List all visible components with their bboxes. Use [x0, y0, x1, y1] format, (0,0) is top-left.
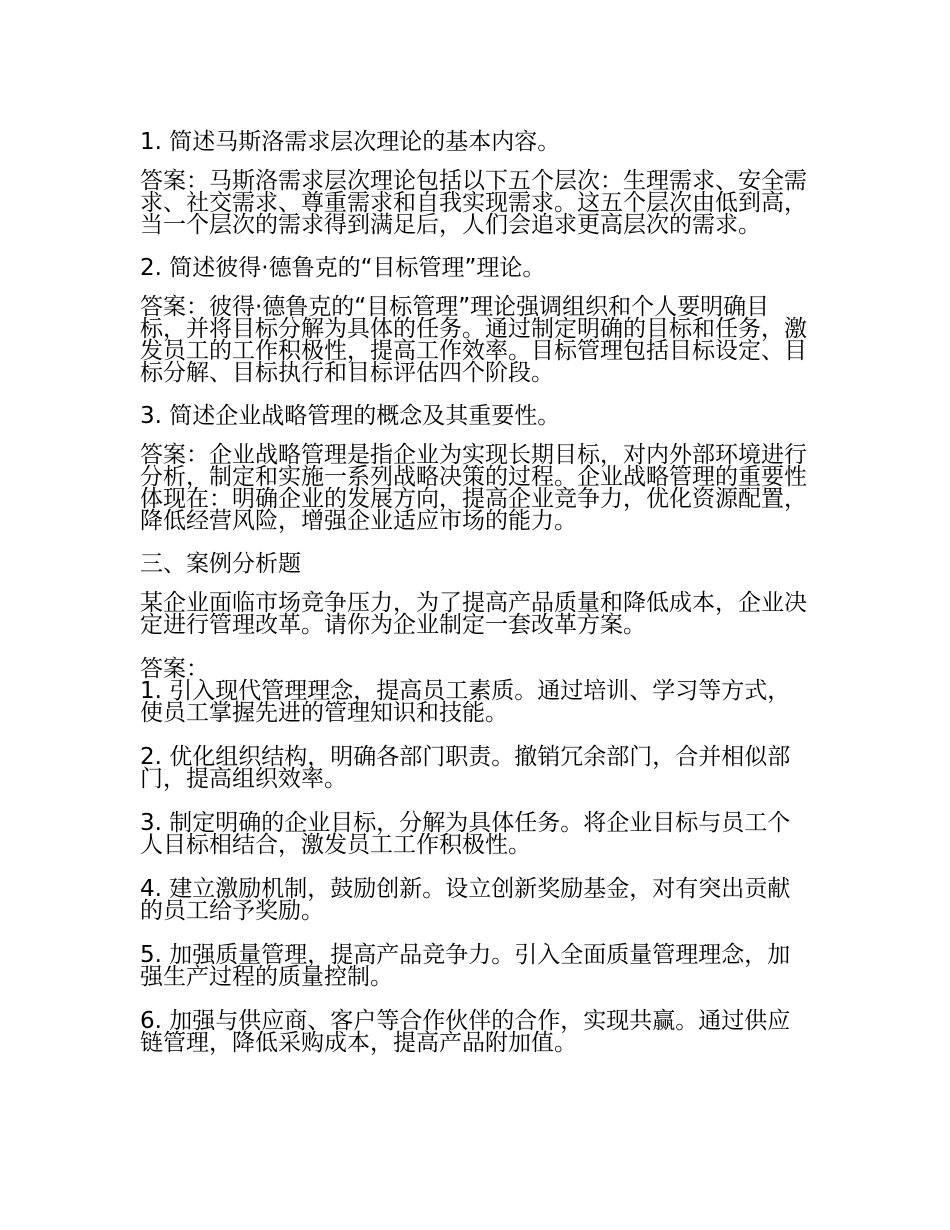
list-item: 1. 引入现代管理理念，提高员工素质。通过培训、学习等方式，使员工掌握先进的管理知识和技能。	[140, 678, 791, 726]
spacer	[140, 922, 812, 944]
question-3: 3. 简述企业战略管理的概念及其重要性。	[140, 403, 561, 429]
answer-2: 答案：彼得·德鲁克的“目标管理”理论强调组织和个人要明确目标，并将目标分解为具体的任务。通过制定明确的目标和任务，激发员工的工作积极性，提高工作效率。目标管理包括目标设定、目标分解、目标执行和目标评估四个阶段。	[140, 294, 807, 386]
question-1: 1. 简述马斯洛需求层次理论的基本内容。	[140, 129, 561, 155]
case-description: 某企业面临市场竞争压力，为了提高产品质量和降低成本，企业决定进行管理改革。请你为企业制定一套改革方案。	[140, 590, 807, 638]
answer-list	[140, 680, 812, 1054]
spacer	[140, 236, 812, 254]
section-title: 三、案例分析题	[140, 551, 301, 577]
answer-label: 答案：	[140, 656, 209, 682]
spacer	[140, 636, 812, 658]
list-item: 2. 优化组织结构，明确各部门职责。撤销冗余部门，合并相似部门，提高组织效率。	[140, 744, 791, 792]
question-2: 2. 简述彼得·德鲁克的“目标管理”理论。	[140, 255, 546, 281]
answer-1: 答案：马斯洛需求层次理论包括以下五个层次：生理需求、安全需求、社交需求、尊重需求和自我实现需求。这五个层次由低到高，当一个层次的需求得到满足后，人们会追求更高层次的需求。	[140, 168, 807, 238]
spacer	[140, 790, 812, 812]
spacer	[140, 988, 812, 1010]
spacer	[140, 856, 812, 878]
spacer	[140, 384, 812, 402]
list-item: 6. 加强与供应商、客户等合作伙伴的合作，实现共赢。通过供应链管理，降低采购成本，提高产品附加值。	[140, 1008, 791, 1056]
list-item: 4. 建立激励机制，鼓励创新。设立创新奖励基金，对有突出贡献的员工给予奖励。	[140, 876, 791, 924]
spacer	[140, 724, 812, 746]
list-item: 5. 加强质量管理，提高产品竞争力。引入全面质量管理理念，加强生产过程的质量控制。	[140, 942, 791, 990]
document-page	[140, 128, 812, 1054]
spacer	[140, 532, 812, 550]
answer-3: 答案：企业战略管理是指企业为实现长期目标，对内外部环境进行分析，制定和实施一系列战略决策的过程。企业战略管理的重要性体现在：明确企业的发展方向，提高企业竞争力，优化资源配置，降低经营风险，增强企业适应市场的能力。	[140, 442, 807, 534]
list-item: 3. 制定明确的企业目标，分解为具体任务。将企业目标与员工个人目标相结合，激发员工工作积极性。	[140, 810, 791, 858]
